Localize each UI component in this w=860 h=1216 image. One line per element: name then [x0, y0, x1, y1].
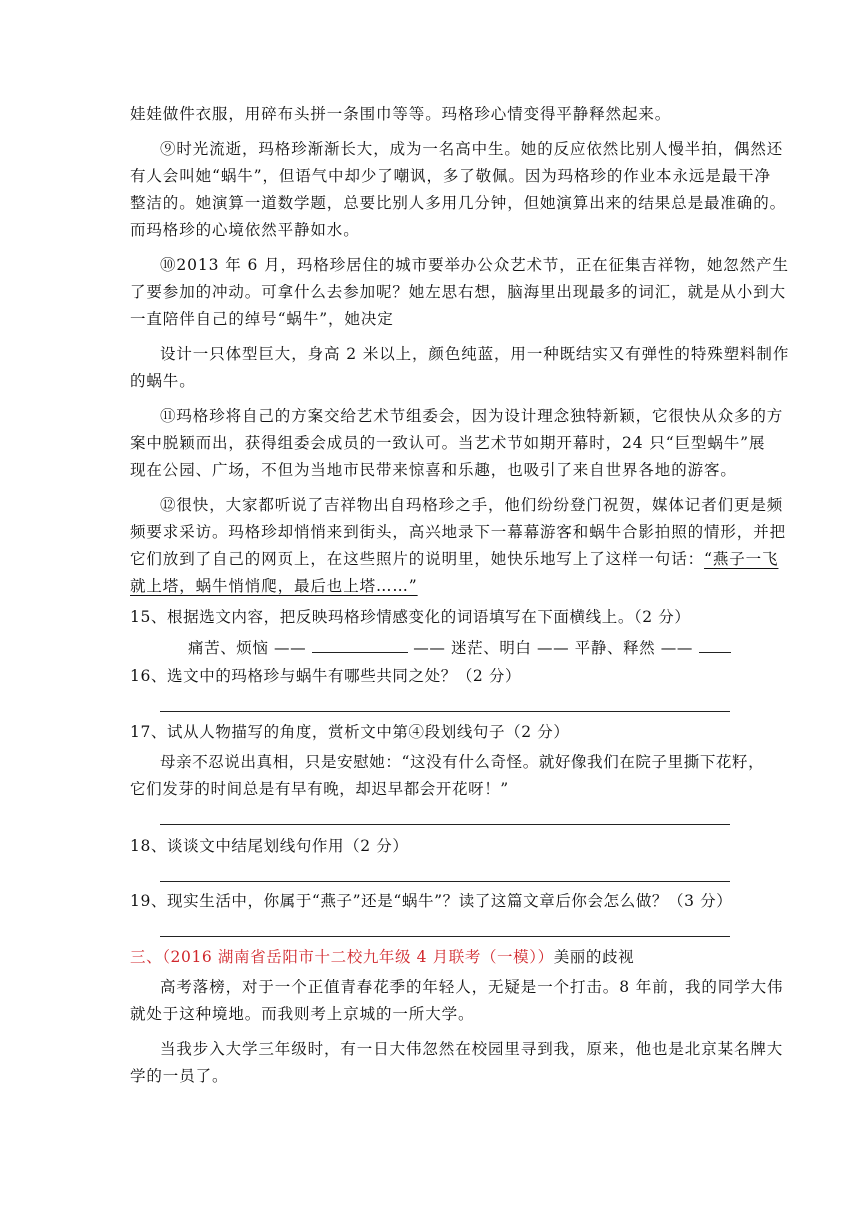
question-17-quote: 母亲不忍说出真相，只是安慰她：“这没有什么奇怪。就好像我们在院子里撕下花籽，	[160, 753, 765, 771]
paragraph-11-line: ⑪玛格珍将自己的方案交给艺术节组委会，因为设计理念独特新颖，它很快从众多的方	[160, 407, 784, 425]
paragraph-11-line: 现在公园、广场，不但为当地市民带来惊喜和乐趣，也吸引了来自世界各地的游客。	[130, 461, 737, 479]
paragraph-9-line: 而玛格珍的心境依然平静如水。	[130, 221, 360, 239]
section-3-line: 当我步入大学三年级时，有一日大伟忽然在校园里寻到我，原来，他也是北京某名牌大	[160, 1040, 784, 1058]
paragraph-9-line: ⑨时光流逝，玛格珍渐渐长大，成为一名高中生。她的反应依然比别人慢半拍，偶然还	[160, 140, 784, 158]
paragraph-9-line: 有人会叫她“蜗牛”，但语气中却少了嘲讽，多了敬佩。因为玛格珍的作业本永远是最干净	[130, 167, 771, 185]
answer-line[interactable]	[160, 881, 730, 882]
emotion-words-middle: —— 迷茫、明白 —— 平静、释然 ——	[413, 639, 694, 657]
answer-blank[interactable]	[699, 636, 731, 653]
section-3-line: 学的一员了。	[130, 1067, 229, 1085]
paragraph-12-line: ⑫很快，大家都听说了吉祥物出自玛格珍之手，他们纷纷登门祝贺，媒体记者们更是频	[160, 496, 784, 514]
question-18: 18、谈谈文中结尾划线句作用（2 分）	[130, 837, 409, 855]
paragraph-10-line: 了要参加的冲动。可拿什么去参加呢？她左思右想，脑海里出现最多的词汇，就是从小到大	[130, 283, 787, 301]
paragraph-10-line: 一直陪伴自己的绰号“蜗牛”，她决定	[130, 310, 394, 328]
paragraph-10b-line: 设计一只体型巨大，身高 2 米以上，颜色纯蓝，用一种既结实又有弹性的特殊塑料制作	[160, 345, 790, 363]
question-17: 17、试从人物描写的角度，赏析文中第④段划线句子（2 分）	[130, 723, 570, 741]
answer-blank[interactable]	[312, 636, 408, 653]
section-3-line: 就处于这种境地。而我则考上京城的一所大学。	[130, 1005, 475, 1023]
answer-line[interactable]	[160, 824, 730, 825]
question-17-quote: 它们发芽的时间总是有早有晚，却迟早都会开花呀！”	[130, 780, 509, 798]
question-15-answer-line	[188, 636, 731, 659]
emotion-words-start: 痛苦、烦恼 ——	[188, 639, 307, 657]
paragraph-9-line: 整洁的。她演算一道数学题，总要比别人多用几分钟，但她演算出来的结果总是最准确的。	[130, 194, 787, 212]
section-3-source: 三、（2016 湖南省岳阳市十二校九年级 4 月联考（一模））	[130, 948, 554, 966]
paragraph-12-text: 它们放到了自己的网页上，在这些照片的说明里，她快乐地写上了这样一句话：	[130, 550, 705, 568]
paragraph-11-line: 案中脱颖而出，获得组委会成员的一致认可。当艺术节如期开幕时，24 只“巨型蜗牛”展	[130, 434, 766, 452]
answer-line[interactable]	[160, 936, 730, 937]
section-3-title: 美丽的歧视	[553, 948, 635, 966]
question-16: 16、选文中的玛格珍与蜗牛有哪些共同之处？（2 分）	[130, 667, 522, 685]
question-19: 19、现实生活中，你属于“燕子”还是“蜗牛”？读了这篇文章后你会怎么做？（3 分）	[130, 892, 733, 910]
section-3-line: 高考落榜，对于一个正值青春花季的年轻人，无疑是一个打击。8 年前，我的同学大伟	[160, 978, 784, 996]
underlined-sentence: 就上塔，蜗牛悄悄爬，最后也上塔……”	[130, 577, 418, 595]
paragraph-line: 娃娃做件衣服，用碎布头拼一条围巾等等。玛格珍心情变得平静释然起来。	[130, 105, 672, 123]
underlined-sentence: “燕子一飞	[704, 550, 779, 568]
paragraph-12-line: 频要求采访。玛格珍却悄悄来到街头，高兴地录下一幕幕游客和蜗牛合影拍照的情形，并把	[130, 523, 787, 541]
paragraph-10b-line: 的蜗牛。	[130, 372, 196, 390]
paragraph-12-line	[130, 548, 778, 570]
section-3-heading	[130, 946, 634, 968]
answer-line[interactable]	[160, 711, 730, 712]
question-15: 15、根据选文内容，把反映玛格珍情感变化的词语填写在下面横线上。（2 分）	[130, 608, 691, 626]
paragraph-10-line: ⑩2013 年 6 月，玛格珍居住的城市要举办公众艺术节，正在征集吉祥物，她忽然产生	[160, 256, 789, 274]
